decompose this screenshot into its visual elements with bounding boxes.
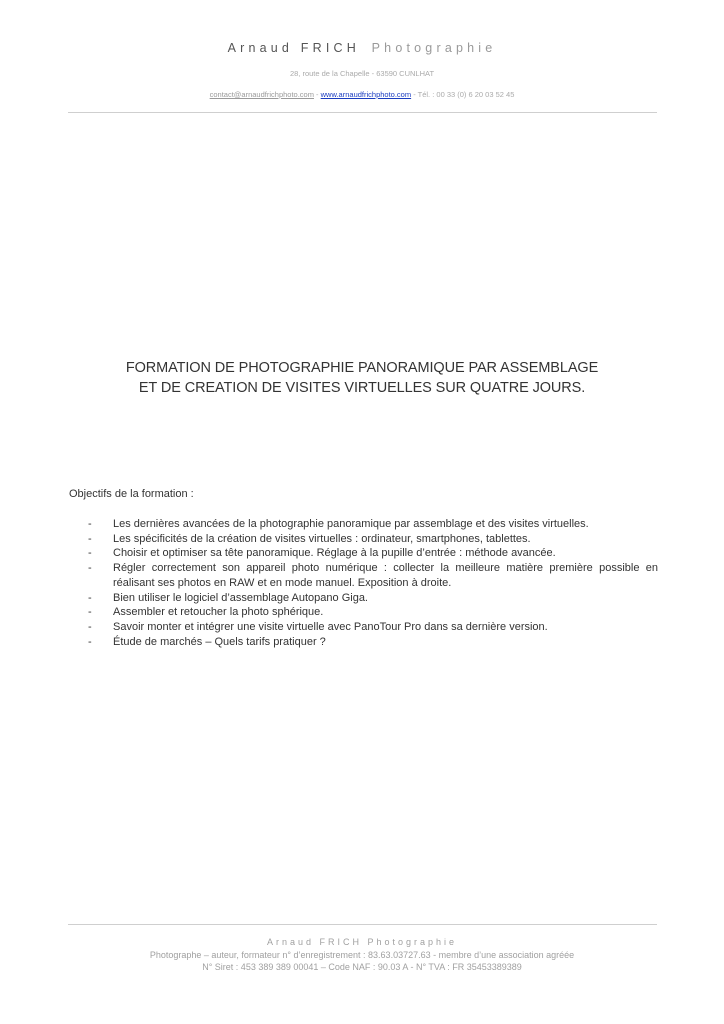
bullet-dash: - (88, 606, 92, 619)
list-item-text: Étude de marchés – Quels tarifs pratiquer ? (113, 635, 326, 648)
list-item-text: Savoir monter et intégrer une visite virtuelle avec PanoTour Pro dans sa dernière version. (113, 620, 548, 633)
list-item (88, 591, 658, 606)
bullet-dash: - (88, 591, 92, 604)
list-item (88, 532, 658, 547)
list-item (88, 620, 658, 635)
list-item-text: Régler correctement son appareil photo numérique : collecter la meilleure matière première possible en réalisant ses photos en RAW et en mode manuel. Exposition à droite. (113, 562, 658, 589)
brand-title (0, 41, 724, 55)
bullet-dash: - (88, 518, 92, 530)
postal-address: 28, route de la Chapelle - 63590 CUNLHAT (289, 69, 435, 78)
title-line-2: ET DE CREATION DE VISITES VIRTUELLES SUR QUATRE JOURS. (138, 380, 586, 396)
brand-suffix: Photographie (371, 41, 497, 55)
brand-name: Arnaud FRICH (227, 41, 360, 55)
footer-company-ids: N° Siret : 453 389 389 00041 – Code NAF : 90.03 A - N° TVA : FR 35453389389 (202, 962, 522, 972)
list-item-text: Choisir et optimiser sa tête panoramique. Réglage à la pupille d’entrée : méthode avancée. (113, 547, 556, 560)
footer-registration: Photographe – auteur, formateur n° d’enregistrement : 83.63.03727.63 - membre d’une association agréée (149, 950, 575, 960)
contact-line (0, 90, 724, 99)
phone-number: - Tél. : 00 33 (0) 6 20 03 52 45 (411, 90, 515, 99)
objectives-heading: Objectifs de la formation : (69, 488, 194, 500)
list-item-text: Assembler et retoucher la photo sphérique. (113, 606, 324, 619)
list-item (88, 605, 658, 620)
list-item-text: Les dernières avancées de la photographie panoramique par assemblage et des visites virtuelles. (113, 518, 589, 530)
bullet-dash: - (88, 532, 92, 545)
header-divider (68, 112, 657, 113)
footer-brand: Arnaud FRICH Photographie (266, 937, 458, 947)
bullet-dash: - (88, 620, 92, 633)
list-item (88, 517, 658, 532)
objectives-list (88, 517, 658, 649)
contact-separator: - (313, 90, 321, 99)
footer-divider (68, 924, 657, 925)
page-footer (0, 935, 724, 973)
document-title (40, 358, 684, 398)
list-item (88, 561, 658, 590)
website-link[interactable]: www.arnaudfrichphoto.com (320, 90, 412, 99)
title-line-1: FORMATION DE PHOTOGRAPHIE PANORAMIQUE PAR ASSEMBLAGE (125, 360, 599, 376)
list-item-text: Les spécificités de la création de visites virtuelles : ordinateur, smartphones, tablettes. (113, 532, 531, 545)
bullet-dash: - (88, 562, 92, 575)
bullet-dash: - (88, 635, 92, 648)
list-item (88, 635, 658, 650)
list-item-text: Bien utiliser le logiciel d’assemblage Autopano Giga. (113, 591, 368, 604)
bullet-dash: - (88, 547, 92, 560)
email-link[interactable]: contact@arnaudfrichphoto.com (209, 90, 314, 99)
list-item (88, 546, 658, 561)
